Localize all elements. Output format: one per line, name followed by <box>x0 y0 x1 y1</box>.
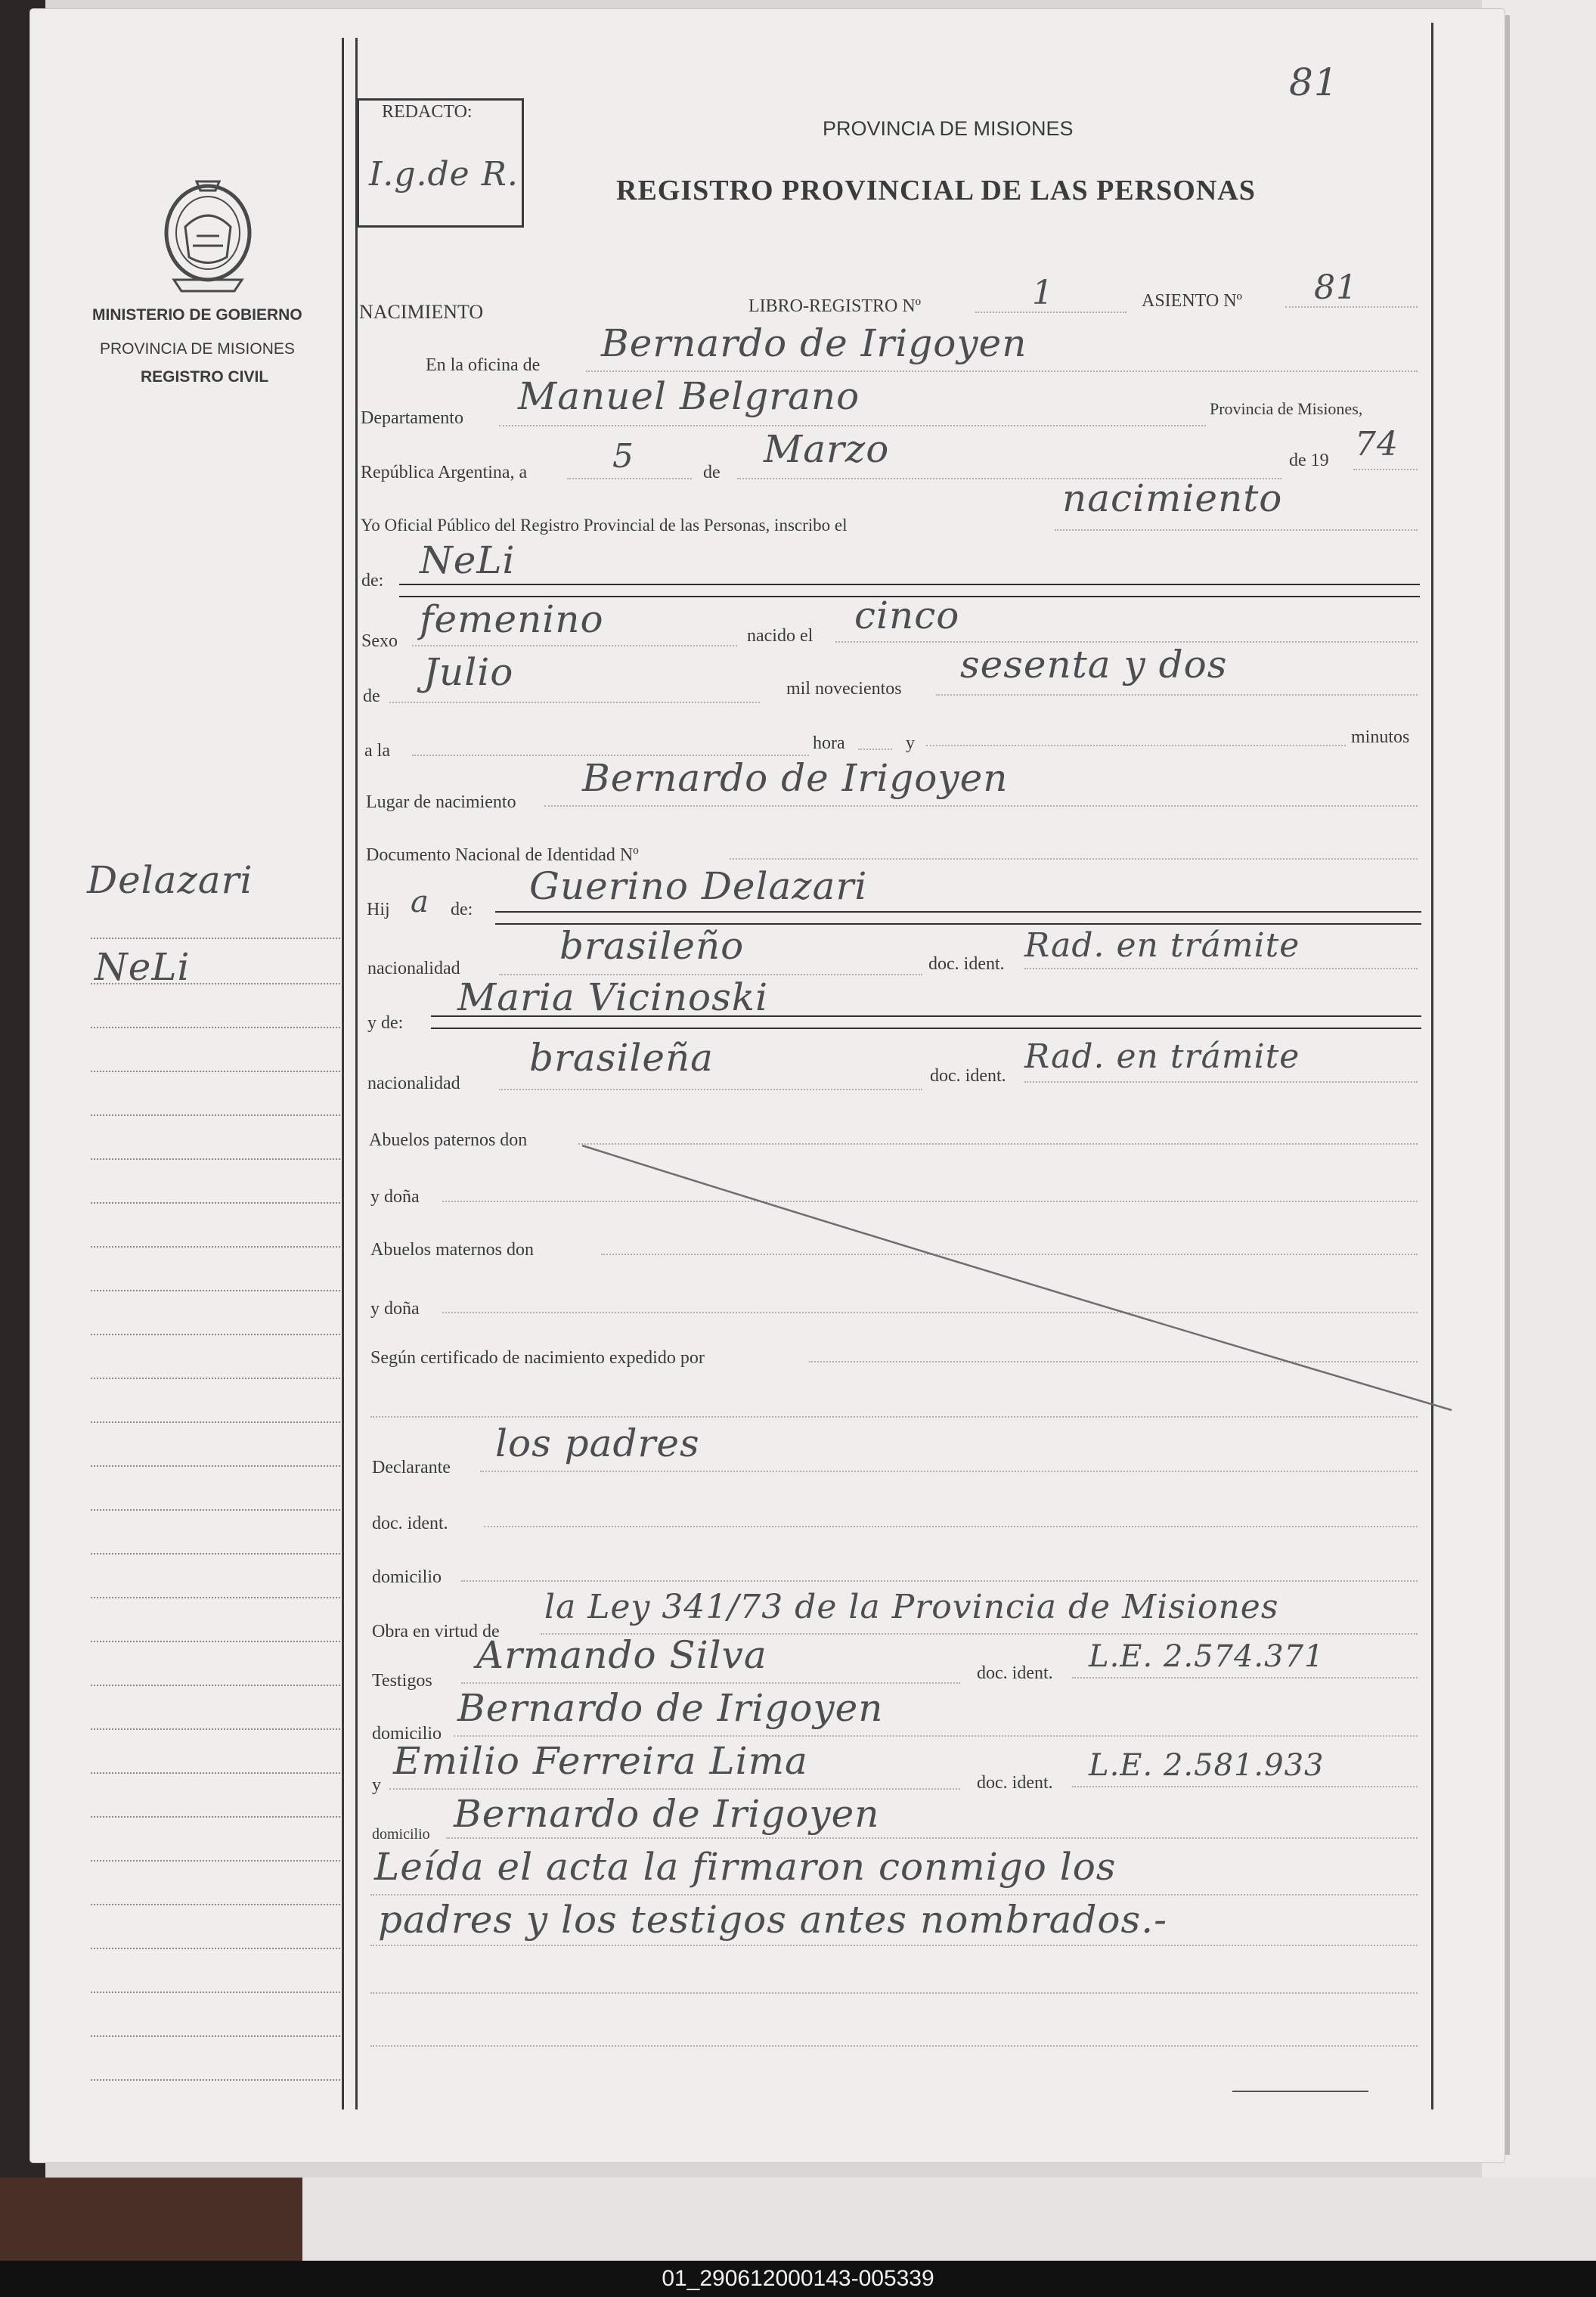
obra-label: Obra en virtud de <box>372 1622 500 1641</box>
margin-line <box>91 1641 340 1642</box>
right-rule <box>1431 23 1433 2109</box>
abuela-paterna-label: y doña <box>370 1187 420 1207</box>
margin-line <box>91 1071 340 1072</box>
padre-doc-value: Rad. en trámite <box>1024 926 1300 965</box>
margin-line <box>91 1290 340 1291</box>
left-margin-rule <box>342 38 344 2109</box>
padre-nac-value: brasileño <box>559 924 745 968</box>
margin-line <box>91 1860 340 1861</box>
closing-signature-rule <box>1232 2091 1368 2092</box>
sidebar-province: PROVINCIA DE MISIONES <box>100 340 295 358</box>
lugar-line <box>544 805 1418 807</box>
testigo2-doc-line <box>1072 1786 1418 1787</box>
anio-line <box>1353 469 1418 470</box>
testigo1-doc-value: L.E. 2.574.371 <box>1089 1639 1325 1674</box>
padre-nac-label: nacionalidad <box>367 959 460 978</box>
testigo1-domicilio-value: Bernardo de Irigoyen <box>457 1686 884 1730</box>
header-province: PROVINCIA DE MISIONES <box>823 117 1074 140</box>
testigo2-line <box>389 1788 960 1790</box>
oficina-value: Bernardo de Irigoyen <box>601 321 1027 365</box>
margin-line <box>91 2079 340 2081</box>
redacto-label: REDACTO: <box>382 102 473 122</box>
sidebar-surname: Delazari <box>87 858 253 902</box>
testigo1-domicilio-label: domicilio <box>372 1724 442 1744</box>
margin-line <box>91 1553 340 1555</box>
blank-line <box>370 2045 1418 2047</box>
testigo1-line <box>461 1682 960 1684</box>
departamento-value: Manuel Belgrano <box>518 374 860 418</box>
lugar-label: Lugar de nacimiento <box>366 792 516 812</box>
testigo2-y-label: y <box>372 1775 381 1795</box>
madre-doc-label: doc. ident. <box>930 1066 1006 1086</box>
minutos-line <box>926 745 1346 746</box>
madre-nac-label: nacionalidad <box>367 1074 460 1093</box>
margin-line <box>91 1202 340 1204</box>
anio-label: de 19 <box>1289 451 1329 470</box>
sidebar-registry: REGISTRO CIVIL <box>141 368 269 386</box>
mes-nac-line <box>389 702 760 703</box>
margin-line <box>91 1685 340 1686</box>
declarante-doc-label: doc. ident. <box>372 1514 448 1533</box>
testigo2-domicilio-label: domicilio <box>372 1826 430 1843</box>
blank-line <box>370 1992 1418 1994</box>
minutos-label: minutos <box>1351 727 1410 747</box>
segun-label: Según certificado de nacimiento expedido por <box>370 1348 705 1368</box>
nacido-label: nacido el <box>747 626 813 646</box>
coat-of-arms-seal <box>151 174 265 295</box>
margin-line <box>91 1378 340 1379</box>
sexo-line <box>412 645 737 646</box>
hija-label: Hij <box>367 900 390 919</box>
testigo2-domicilio-value: Bernardo de Irigoyen <box>454 1792 880 1836</box>
documento-line <box>730 858 1418 860</box>
mes-nac-value: Julio <box>423 650 514 694</box>
madre-label: y de: <box>367 1013 404 1033</box>
margin-line <box>91 1027 340 1028</box>
margin-line <box>91 1509 340 1511</box>
documento-label: Documento Nacional de Identidad Nº <box>366 845 639 865</box>
margin-line <box>91 1772 340 1774</box>
testigo1-value: Armando Silva <box>476 1633 767 1677</box>
nombre-rule <box>399 584 1420 585</box>
margin-line <box>91 1597 340 1598</box>
asiento-label: ASIENTO Nº <box>1142 291 1242 311</box>
margin-line <box>91 1992 340 1993</box>
sidebar-given-name: NeLi <box>95 945 191 989</box>
dia-line <box>567 478 692 479</box>
closing-line2: padres y los testigos antes nombrados.- <box>378 1898 1167 1942</box>
declarante-domicilio-label: domicilio <box>372 1567 442 1587</box>
madre-doc-line <box>1024 1081 1418 1083</box>
republica-label: República Argentina, a <box>361 463 528 482</box>
abuelos-maternos-label: Abuelos maternos don <box>370 1240 534 1260</box>
madre-value: Maria Vicinoski <box>457 975 769 1019</box>
madre-nac-line <box>499 1089 922 1090</box>
closing-line2-rule <box>370 1945 1418 1946</box>
oficial-line <box>1055 529 1418 531</box>
declarante-value: los padres <box>495 1421 700 1465</box>
declarante-line <box>480 1471 1418 1472</box>
oficina-label: En la oficina de <box>426 355 541 375</box>
record-type-label: NACIMIENTO <box>359 301 484 323</box>
padre-doc-label: doc. ident. <box>928 954 1005 974</box>
madre-doc-value: Rad. en trámite <box>1024 1037 1300 1076</box>
inner-left-rule <box>355 38 358 2109</box>
testigo2-doc-label: doc. ident. <box>977 1773 1053 1793</box>
de-label: de <box>703 463 721 482</box>
redacto-value: I.g.de R. <box>369 155 519 194</box>
margin-line <box>91 1465 340 1467</box>
ala-label: a la <box>364 741 390 761</box>
libro-value: 1 <box>1032 274 1054 312</box>
sexo-label: Sexo <box>361 631 398 651</box>
closing-line1-rule <box>370 1894 1418 1896</box>
y-label: y <box>906 733 915 753</box>
testigo1-doc-line <box>1072 1677 1418 1679</box>
madre-rule <box>431 1028 1421 1029</box>
margin-line <box>91 1158 340 1160</box>
sidebar-ministry: MINISTERIO DE GOBIERNO <box>92 306 302 324</box>
header-title: REGISTRO PROVINCIAL DE LAS PERSONAS <box>616 175 1256 206</box>
testigo1-domicilio-line <box>454 1735 1418 1737</box>
hija-suffix: a <box>411 885 429 919</box>
sexo-value: femenino <box>420 597 604 641</box>
image-identifier: 01_290612000143-005339 <box>0 2261 1596 2297</box>
nombre-label: de: <box>361 571 384 591</box>
margin-line <box>91 1246 340 1248</box>
margin-line <box>91 2035 340 2037</box>
testigo2-doc-value: L.E. 2.581.933 <box>1089 1748 1325 1783</box>
lugar-value: Bernardo de Irigoyen <box>582 756 1009 800</box>
testigo1-doc-label: doc. ident. <box>977 1663 1053 1683</box>
margin-line <box>91 983 340 984</box>
obra-value: la Ley 341/73 de la Provincia de Misiones <box>544 1588 1279 1626</box>
book-cover-edge <box>0 2178 302 2261</box>
margin-line <box>91 1904 340 1905</box>
provincia-suffix: Provincia de Misiones, <box>1210 399 1363 418</box>
margin-line <box>91 1728 340 1730</box>
margin-line <box>91 1334 340 1335</box>
declarante-domicilio-line <box>461 1580 1418 1582</box>
mes-value: Marzo <box>764 427 890 471</box>
dia-value: 5 <box>612 437 634 476</box>
cancellation-stroke <box>575 1134 1459 1421</box>
declarante-doc-line <box>484 1526 1418 1527</box>
declarante-label: Declarante <box>372 1458 451 1477</box>
margin-line <box>91 1421 340 1423</box>
departamento-label: Departamento <box>361 408 463 428</box>
abuelos-paternos-label: Abuelos paternos don <box>369 1130 528 1150</box>
anio-nac-line <box>936 694 1418 696</box>
asiento-value: 81 <box>1314 268 1358 307</box>
margin-line <box>91 1114 340 1116</box>
margin-line <box>91 1816 340 1818</box>
testigo2-value: Emilio Ferreira Lima <box>393 1739 808 1783</box>
padre-doc-line <box>1024 968 1418 969</box>
hora-label: hora <box>813 733 845 753</box>
closing-line1: Leída el acta la firmaron conmigo los <box>374 1845 1117 1889</box>
oficial-value: nacimiento <box>1062 476 1283 520</box>
oficial-text: Yo Oficial Público del Registro Provincial de las Personas, inscribo el <box>361 516 848 535</box>
anio-value: 74 <box>1355 425 1399 463</box>
nombre-value: NeLi <box>420 538 516 582</box>
departamento-line <box>499 425 1206 426</box>
hora-line2 <box>858 749 892 750</box>
mes-nac-label: de <box>363 687 380 706</box>
mil-label: mil novecientos <box>786 679 902 699</box>
margin-line <box>91 1948 340 1949</box>
libro-label: LIBRO-REGISTRO Nº <box>748 296 922 316</box>
anio-nac-value: sesenta y dos <box>960 643 1228 687</box>
padre-rule <box>495 911 1421 913</box>
nacido-value: cinco <box>854 594 960 637</box>
madre-nac-value: brasileña <box>529 1036 714 1080</box>
oficina-line <box>586 370 1418 372</box>
margin-line <box>91 938 340 939</box>
abuela-materna-label: y doña <box>370 1299 420 1319</box>
hija-de-label: de: <box>451 900 473 919</box>
testigos-label: Testigos <box>372 1671 432 1691</box>
page-number: 81 <box>1289 60 1339 104</box>
padre-value: Guerino Delazari <box>529 864 868 908</box>
testigo2-domicilio-line <box>446 1837 1418 1839</box>
